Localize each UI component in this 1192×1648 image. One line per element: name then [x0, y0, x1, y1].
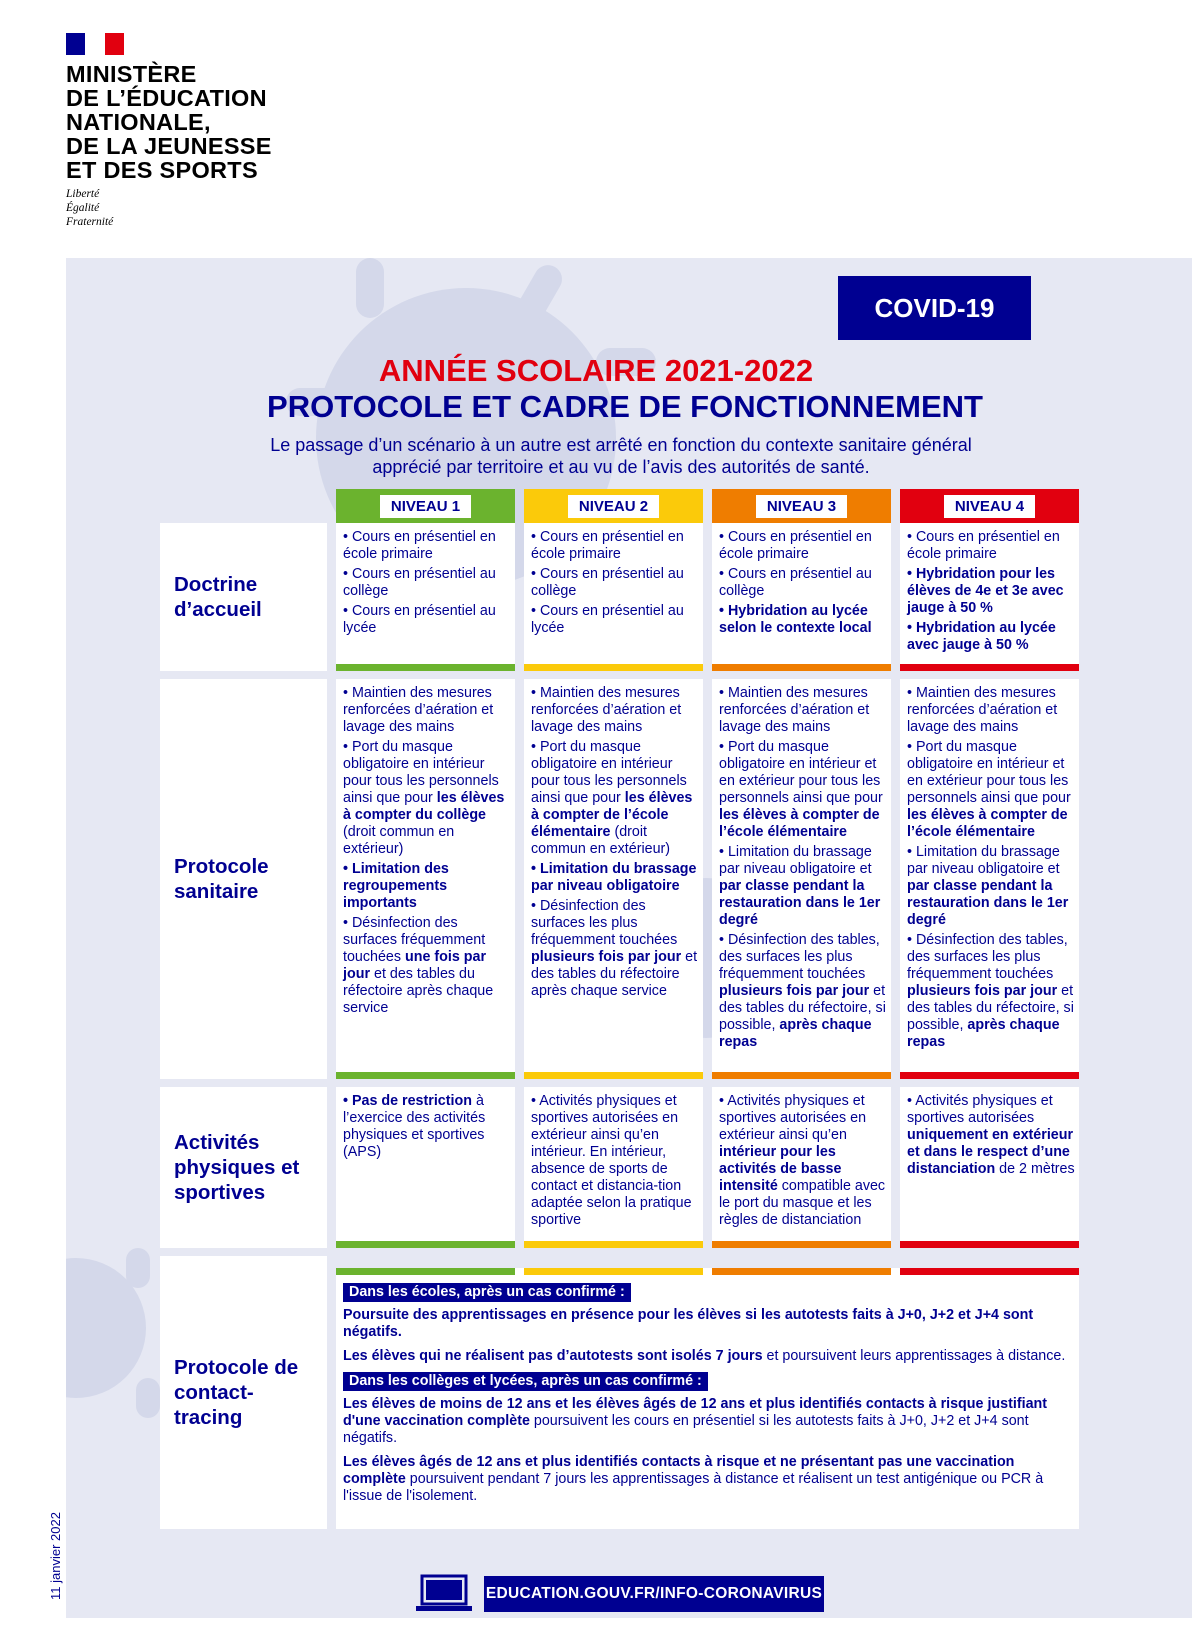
text-run: • Désinfection des tables, des surfaces les plus fréquemment touchées [907, 932, 1068, 982]
motto-line: Fraternité [66, 216, 114, 228]
doctrine-level-3 [712, 523, 891, 671]
text-run: • Activités physiques et sportives autorisées en extérieur ainsi qu’en [719, 1093, 867, 1143]
sanitaire-level-3 [712, 679, 891, 1079]
ministry-line: MINISTÈRE [66, 61, 197, 87]
sanitaire-item: • Limitation des regroupements importants [343, 861, 449, 911]
row-label-text: Protocole sanitaire [174, 855, 269, 903]
text-run: et des tables du réfectoire, si possible, [907, 983, 1074, 1033]
row-label-text: Activités physiques et sportives [174, 1131, 300, 1204]
sanitaire-item [907, 739, 1075, 841]
text-run: • Port du masque obligatoire en intérieur et en extérieur pour tous les personnels ainsi que pour [907, 739, 1071, 806]
publication-date: 11 janvier 2022 [48, 1512, 63, 1600]
text-run: et des tables du réfectoire, si possible, [719, 983, 886, 1033]
text-run: poursuivent les cours en présentiel si les autotests faits à J+0, J+2 et J+4 sont négatifs. [343, 1413, 1029, 1446]
contact-tracing-box [336, 1268, 1079, 1529]
text-run: Les élèves de moins de 12 ans et les élèves âgés de 12 ans et plus identifiés contacts à risque justifiant d'une vaccination complète [343, 1396, 1048, 1429]
text-run: les élèves à compter de l’école élémentaire [907, 807, 1068, 840]
text-run: • Port du masque obligatoire en intérieur et en extérieur pour tous les personnels ainsi que pour [719, 739, 883, 806]
sanitaire-level-2 [524, 679, 703, 1079]
ministry-line: ET DES SPORTS [66, 157, 258, 183]
text-run: • Pas de restriction [343, 1093, 472, 1109]
row-label-text: Protocole de contact-tracing [174, 1356, 299, 1429]
level-2-header [524, 489, 703, 523]
contact-section-heading: Dans les collèges et lycées, après un cas confirmé : [343, 1372, 708, 1391]
contact-paragraph [343, 1454, 1071, 1505]
doctrine-level-4 [900, 523, 1079, 671]
row-label-sanitaire [160, 679, 327, 1079]
text-run: (droit commun en extérieur) [531, 824, 671, 857]
laptop-icon [414, 1574, 474, 1614]
ministry-line: DE LA JEUNESSE [66, 133, 272, 159]
sanitaire-item: • Limitation du brassage par niveau obligatoire [531, 861, 697, 894]
page-title-year: ANNÉE SCOLAIRE 2021-2022 [378, 353, 814, 388]
sanitaire-level-4 [900, 679, 1079, 1079]
text-run: • Désinfection des tables, des surfaces les plus fréquemment touchées [719, 932, 880, 982]
text-run: les élèves à compter de l’école élémentaire [531, 790, 693, 840]
page-title-protocol: PROTOCOLE ET CADRE DE FONCTIONNEMENT [267, 389, 983, 424]
motto-line: Égalité [66, 202, 100, 214]
contact-paragraph: Poursuite des apprentissages en présence pour les élèves si les autotests faits à J+0, J+2 et J+4 sont négatifs. [343, 1307, 1034, 1340]
text-run: • Limitation du brassage par niveau obligatoire et [719, 844, 872, 877]
virus-decoration [356, 258, 384, 318]
virus-decoration [126, 1248, 150, 1288]
doctrine-item: • Cours en présentiel au lycée [343, 603, 496, 636]
sanitaire-item [719, 844, 887, 929]
text-run: poursuivent pendant 7 jours les apprentissages à distance et réalisent un test antigénique ou PCR à l'issue de l'isolement. [343, 1471, 1044, 1504]
doctrine-item: • Cours en présentiel au lycée [531, 603, 684, 636]
activites-item [719, 1093, 887, 1229]
contact-paragraph [343, 1396, 1071, 1447]
ministry-line: DE L’ÉDUCATION [66, 85, 267, 111]
level-label: NIVEAU 3 [756, 495, 847, 518]
text-run: et des tables du réfectoire après chaque service [531, 949, 698, 999]
virus-decoration [513, 260, 567, 326]
row-label-contact [160, 1256, 327, 1529]
text-run: uniquement en extérieur et dans le respect d’une distanciation [907, 1127, 1074, 1177]
text-run: plusieurs fois par jour [531, 949, 682, 965]
sanitaire-item [531, 739, 699, 858]
row-label-doctrine [160, 523, 327, 671]
intro-text [0, 434, 1192, 478]
sanitaire-item [907, 932, 1075, 1051]
contact-section-heading: Dans les écoles, après un cas confirmé : [343, 1283, 631, 1302]
row-label-text: Doctrine d’accueil [174, 573, 262, 621]
doctrine-item: • Cours en présentiel en école primaire [531, 529, 684, 562]
activites-level-2 [524, 1087, 703, 1248]
level-4-header [900, 489, 1079, 523]
text-run: les élèves à compter du collège [343, 790, 505, 823]
text-run: plusieurs fois par jour [719, 983, 870, 999]
sanitaire-level-1 [336, 679, 515, 1079]
activites-level-1 [336, 1087, 515, 1248]
level-1-header [336, 489, 515, 523]
level-color-bar [336, 1268, 1079, 1275]
activites-item [907, 1093, 1075, 1178]
activites-item [343, 1093, 511, 1161]
ministry-name [66, 62, 272, 182]
text-run: • Activités physiques et sportives autorisées [907, 1093, 1053, 1126]
text-run: plusieurs fois par jour [907, 983, 1058, 999]
text-run: • Port du masque obligatoire en intérieur pour tous les personnels ainsi que pour [531, 739, 687, 806]
covid-badge: COVID-19 [838, 276, 1031, 340]
text-run: après chaque repas [719, 1017, 872, 1050]
doctrine-item: • Cours en présentiel en école primaire [907, 529, 1060, 562]
intro-line: Le passage d’un scénario à un autre est arrêté en fonction du contexte sanitaire général [270, 435, 972, 455]
doctrine-item: • Hybridation pour les élèves de 4e et 3e avec jauge à 50 % [907, 566, 1064, 616]
row-label-activites [160, 1087, 327, 1248]
level-label: NIVEAU 4 [944, 495, 1035, 518]
text-run: après chaque repas [907, 1017, 1060, 1050]
sanitaire-item [907, 844, 1075, 929]
sanitaire-item: • Maintien des mesures renforcées d’aération et lavage des mains [343, 685, 494, 735]
text-run: • Limitation du brassage par niveau obligatoire et [907, 844, 1060, 877]
contact-paragraph [343, 1348, 1071, 1365]
sanitaire-item [531, 898, 699, 1000]
text-run: une fois par jour [343, 949, 487, 982]
activites-level-3 [712, 1087, 891, 1248]
sanitaire-item [343, 915, 511, 1017]
text-run: à l’exercice des activités physiques et sportives (APS) [343, 1093, 486, 1160]
level-label: NIVEAU 2 [568, 495, 659, 518]
text-run: • Désinfection des surfaces fréquemment touchées [343, 915, 486, 965]
intro-line: apprécié par territoire et au vu de l’avis des autorités de santé. [372, 457, 870, 477]
virus-decoration [136, 1378, 160, 1418]
doctrine-level-1 [336, 523, 515, 671]
sanitaire-item: • Maintien des mesures renforcées d’aération et lavage des mains [719, 685, 870, 735]
doctrine-item: • Cours en présentiel au collège [531, 566, 684, 599]
activites-level-4 [900, 1087, 1079, 1248]
doctrine-item: • Cours en présentiel au collège [719, 566, 872, 599]
doctrine-level-2 [524, 523, 703, 671]
doctrine-item: • Cours en présentiel au collège [343, 566, 496, 599]
text-run: compatible avec le port du masque et les règles de distanciation [719, 1178, 886, 1228]
level-label: NIVEAU 1 [380, 495, 471, 518]
text-run: les élèves à compter de l’école élémentaire [719, 807, 880, 840]
text-run: par classe pendant la restauration dans le 1er degré [719, 878, 881, 928]
text-run: Les élèves âgés de 12 ans et plus identifiés contacts à risque et ne présentant pas une vaccination complète [343, 1454, 1015, 1487]
activites-item: • Activités physiques et sportives autorisées en extérieur ainsi qu’en intérieur. En intérieur, absence de sports de contact et distancia-tion adaptée selon la pratique sportive [531, 1093, 692, 1228]
text-run: intérieur pour les activités de basse intensité [719, 1144, 842, 1194]
sanitaire-item [343, 739, 511, 858]
doctrine-item: • Cours en présentiel en école primaire [719, 529, 872, 562]
motto-line: Liberté [66, 188, 100, 200]
sanitaire-item [719, 739, 887, 841]
text-run: • Désinfection des surfaces les plus fréquemment touchées [531, 898, 678, 948]
level-3-header [712, 489, 891, 523]
text-run: Les élèves qui ne réalisent pas d’autotests sont isolés 7 jours [343, 1348, 763, 1364]
text-run: • Port du masque obligatoire en intérieur pour tous les personnels ainsi que pour [343, 739, 499, 806]
info-url-link[interactable]: EDUCATION.GOUV.FR/INFO-CORONAVIRUS [484, 1576, 824, 1612]
republic-motto [66, 187, 113, 229]
sanitaire-item [719, 932, 887, 1051]
republic-flag-logo [66, 33, 124, 55]
doctrine-item: • Hybridation au lycée avec jauge à 50 % [907, 620, 1056, 653]
text-run: par classe pendant la restauration dans le 1er degré [907, 878, 1069, 928]
text-run: de 2 mètres [995, 1161, 1075, 1177]
sanitaire-item: • Maintien des mesures renforcées d’aération et lavage des mains [907, 685, 1058, 735]
text-run: et des tables du réfectoire après chaque service [343, 966, 494, 1016]
ministry-line: NATIONALE, [66, 109, 211, 135]
doctrine-item: • Hybridation au lycée selon le contexte local [719, 603, 872, 636]
doctrine-item: • Cours en présentiel en école primaire [343, 529, 496, 562]
text-run: (droit commun en extérieur) [343, 824, 455, 857]
sanitaire-item: • Maintien des mesures renforcées d’aération et lavage des mains [531, 685, 682, 735]
text-run: et poursuivent leurs apprentissages à distance. [762, 1348, 1066, 1364]
